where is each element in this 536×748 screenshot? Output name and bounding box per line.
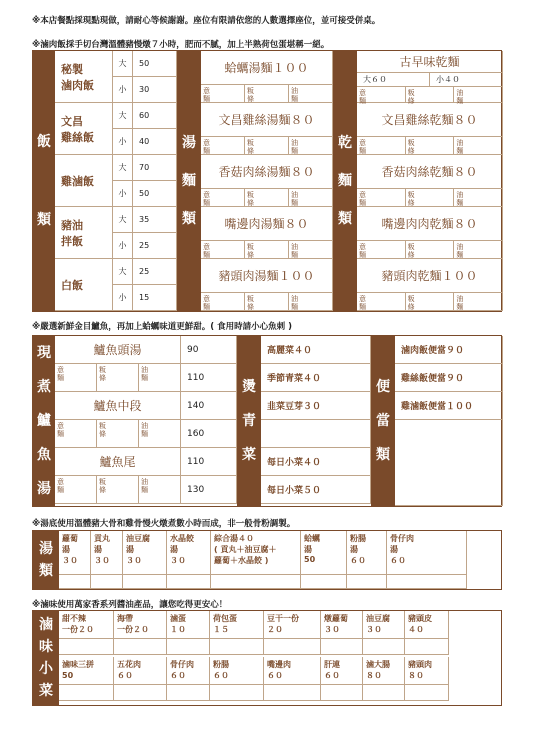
side-dish-category-char: 小 (39, 661, 53, 677)
soup-item (301, 531, 347, 575)
side-dish-category (33, 611, 59, 705)
noodle-option: 油 麵 (289, 241, 333, 258)
dry-noodle-category-char: 乾 (338, 135, 352, 151)
blanched-veg-category-char: 菜 (242, 447, 256, 463)
soup-noodle-item: 香菇肉絲湯麵８０ (201, 155, 333, 189)
note-n4: ※湯底使用溫體豬大骨和雞骨慢火燉煮數小時而成，非一般骨粉調製。 (32, 519, 296, 529)
noodle-option: 意 麵 (201, 85, 245, 102)
noodle-option: 意 麵 (357, 189, 406, 206)
noodle-option: 粄 條 (245, 85, 289, 102)
rice-size: 小 (113, 233, 133, 259)
soup-item-name: 蛤蠣 (304, 534, 320, 543)
dry-noodle-item: 香菇肉絲乾麵８０ (357, 155, 503, 189)
noodle-option: 油 麵 (454, 241, 503, 258)
dry-noodle-options (357, 137, 503, 155)
fish-soup-category-char: 現 (37, 345, 51, 361)
side-dish-item: 豬頭肉 ８０ (405, 657, 449, 685)
rice-item-name: 白飯 (55, 259, 113, 311)
veg-item: 季節青菜４０ (261, 364, 371, 392)
side-dish-item: 肝連 ６０ (321, 657, 363, 685)
noodle-option: 意 麵 (357, 137, 406, 154)
note-n1: ※本店餐點採現點現做，請耐心等候謝謝。座位有限請依您的人數選擇座位，並可接受併桌。 (32, 16, 381, 26)
soup-item-sub: 湯 (304, 545, 312, 554)
rice-price: 60 (133, 103, 177, 129)
rice-price: 30 (133, 77, 177, 103)
bento-item: 雞滷飯便當１００ (395, 392, 503, 420)
dry-size: 小４０ (430, 73, 503, 87)
noodle-option: 粄 條 (245, 241, 289, 258)
soup-category (33, 531, 59, 589)
rice-price: 50 (133, 181, 177, 207)
noodle-option: 油 麵 (289, 137, 333, 154)
soup-item (387, 531, 467, 575)
dry-noodle-options (357, 241, 503, 259)
rice-price: 25 (133, 259, 177, 285)
fish-price: 130 (181, 476, 237, 504)
soup-item-name: 水晶餃 (170, 534, 194, 543)
noodle-option: 油 麵 (454, 189, 503, 206)
soup-empty (91, 575, 123, 589)
soup-item (123, 531, 167, 575)
veg-item: 每日小菜５０ (261, 476, 371, 504)
fish-item: 鱸魚頭湯 (55, 336, 181, 364)
side-dish-category-char: 味 (39, 639, 53, 655)
noodle-option: 油 麵 (454, 137, 503, 154)
noodle-option: 油 麵 (454, 87, 503, 102)
side-dish-item: 甜不辣 一份２０ (59, 611, 114, 639)
bento-item: 雞絲飯便當９０ (395, 364, 503, 392)
noodle-option: 油 麵 (289, 293, 333, 310)
side-dish-item-empty (167, 685, 210, 701)
soup-item-sub: ( 貢丸＋油豆腐＋ 蘿蔔＋水晶餃 ) (214, 545, 277, 565)
side-dish-item-empty (114, 685, 167, 701)
blanched-veg-category (237, 336, 261, 506)
rice-noodle-section (32, 50, 502, 312)
soup-noodle-item: 嘴邊肉湯麵８０ (201, 207, 333, 241)
soup-item-sub: 湯 (126, 545, 134, 554)
soup-item-name: 蘿蔔 (62, 534, 78, 543)
soup-noodle-category-char: 湯 (182, 135, 196, 151)
soup-item (167, 531, 211, 575)
dry-noodle-category (333, 51, 357, 311)
noodle-option: 意 麵 (201, 137, 245, 154)
rice-price: 25 (133, 233, 177, 259)
soup-item-name: 粉腸 (350, 534, 366, 543)
note-n3: ※嚴選新鮮金目鱸魚，再加上蛤蠣味道更鮮甜。( 食用時請小心魚刺 ) (32, 322, 292, 332)
fish-price: 160 (181, 420, 237, 448)
soup-empty (167, 575, 211, 589)
soup-noodle-options (201, 241, 333, 259)
noodle-option: 粄 條 (406, 241, 455, 258)
noodle-option: 意 麵 (55, 476, 97, 503)
fish-veg-section (32, 335, 502, 507)
note-n2: ※滷肉飯採手切台灣溫體豬慢燉７小時，肥而不膩，加上半熟荷包蛋堪稱一絕。 (32, 40, 330, 50)
side-dish-item-empty (167, 639, 210, 655)
bento-empty (395, 420, 503, 506)
fish-noodle-options (55, 364, 181, 392)
soup-item-name: 貢丸 (94, 534, 110, 543)
dry-noodle-item: 古早味乾麵 (357, 51, 503, 73)
noodle-option: 粄 條 (406, 293, 455, 310)
fish-price: 110 (181, 364, 237, 392)
rice-item-name: 雞滷飯 (55, 155, 113, 207)
side-dish-item: 滷蛋 １０ (167, 611, 210, 639)
soup-empty (387, 575, 467, 589)
noodle-option: 粄 條 (406, 137, 455, 154)
soup-item (347, 531, 387, 575)
fish-item: 鱸魚尾 (55, 448, 181, 476)
noodle-option: 粄 條 (245, 189, 289, 206)
noodle-option: 粄 條 (97, 476, 139, 503)
dry-noodle-options (357, 293, 503, 311)
soup-empty (59, 575, 91, 589)
rice-category-char: 類 (37, 212, 51, 228)
rice-size: 小 (113, 285, 133, 311)
side-dish-item: 荷包蛋 １５ (210, 611, 264, 639)
noodle-option: 意 麵 (201, 293, 245, 310)
fish-soup-category-char: 魚 (37, 447, 51, 463)
rice-price: 40 (133, 129, 177, 155)
rice-size: 小 (113, 77, 133, 103)
soup-noodle-item: 蛤蠣湯麵１００ (201, 51, 333, 85)
rice-size: 小 (113, 181, 133, 207)
rice-category (33, 51, 55, 311)
side-dish-item: 豆干一份 ２０ (264, 611, 321, 639)
bento-category (371, 336, 395, 506)
fish-noodle-options (55, 420, 181, 448)
soup-item-sub: 湯 (170, 545, 178, 554)
side-dish-item: 滷味三拼 50 (59, 657, 114, 685)
side-dish-item-empty (264, 639, 321, 655)
soup-item-name: 油豆腐 (126, 534, 150, 543)
soup-item-price: ３０ (94, 556, 110, 565)
rice-item-name: 秘製 滷肉飯 (55, 51, 113, 103)
fish-soup-category-char: 煮 (37, 379, 51, 395)
rice-item-name: 豬油 拌飯 (55, 207, 113, 259)
side-dish-item-empty (210, 685, 264, 701)
soup-item-price: ３０ (126, 556, 142, 565)
noodle-option: 意 麵 (55, 420, 97, 447)
soup-empty (301, 575, 347, 589)
soup-item-price: 50 (304, 555, 316, 564)
side-dish-item-empty (405, 685, 449, 701)
soup-noodle-options (201, 137, 333, 155)
fish-item: 鱸魚中段 (55, 392, 181, 420)
rice-price: 50 (133, 51, 177, 77)
dry-noodle-item: 文昌雞絲乾麵８０ (357, 103, 503, 137)
soup-empty (123, 575, 167, 589)
rice-size: 小 (113, 129, 133, 155)
bento-category-char: 當 (376, 413, 390, 429)
bento-category-char: 便 (376, 379, 390, 395)
soup-noodle-options (201, 189, 333, 207)
soup-empty (211, 575, 301, 589)
dry-noodle-item: 嘴邊肉肉乾麵８０ (357, 207, 503, 241)
rice-price: 35 (133, 207, 177, 233)
soup-category-char: 湯 (39, 541, 53, 557)
soup-item (211, 531, 301, 575)
veg-item: 高麗菜４０ (261, 336, 371, 364)
noodle-option: 粄 條 (97, 420, 139, 447)
bento-category-char: 類 (376, 447, 390, 463)
veg-item (261, 420, 371, 448)
noodle-option: 油 麵 (139, 364, 181, 391)
fish-soup-category-char: 湯 (37, 481, 51, 497)
rice-size: 大 (113, 259, 133, 285)
soup-noodle-item: 豬頭肉湯麵１００ (201, 259, 333, 293)
rice-size: 大 (113, 207, 133, 233)
noodle-option: 油 麵 (139, 420, 181, 447)
soup-noodle-options (201, 85, 333, 103)
dry-noodle-options (357, 87, 503, 103)
noodle-option: 意 麵 (357, 293, 406, 310)
rice-size: 大 (113, 51, 133, 77)
rice-size: 大 (113, 103, 133, 129)
noodle-option: 意 麵 (357, 87, 406, 102)
side-dish-item-empty (321, 639, 363, 655)
rice-category-char: 飯 (37, 134, 51, 150)
rice-price: 70 (133, 155, 177, 181)
noodle-option: 油 麵 (289, 85, 333, 102)
noodle-option: 意 麵 (357, 241, 406, 258)
soup-item-sub: 湯 (350, 545, 358, 554)
blanched-veg-category-char: 青 (242, 413, 256, 429)
soup-item-sub: 湯 (94, 545, 102, 554)
side-dish-section (32, 610, 502, 706)
noodle-option: 意 麵 (55, 364, 97, 391)
side-dish-item: 骨仔肉 ６０ (167, 657, 210, 685)
side-dish-item: 滷大腸 ８０ (363, 657, 405, 685)
fish-soup-category-char: 鱸 (37, 413, 51, 429)
dry-noodle-category-char: 麵 (338, 173, 352, 189)
side-dish-item: 粉腸 ６０ (210, 657, 264, 685)
noodle-option: 粄 條 (245, 293, 289, 310)
side-dish-item: 燉蘿蔔 ３０ (321, 611, 363, 639)
side-dish-item-empty (59, 685, 114, 701)
noodle-option: 油 麵 (139, 476, 181, 503)
soup-noodle-category-char: 麵 (182, 173, 196, 189)
soup-item (59, 531, 91, 575)
side-dish-item-empty (264, 685, 321, 701)
noodle-option: 意 麵 (201, 189, 245, 206)
side-dish-item: 豬頭皮 ４０ (405, 611, 449, 639)
side-dish-item-empty (363, 639, 405, 655)
noodle-option: 粄 條 (406, 189, 455, 206)
noodle-option: 意 麵 (201, 241, 245, 258)
soup-item-price: ６０ (390, 556, 406, 565)
soup-item (91, 531, 123, 575)
side-dish-item-empty (363, 685, 405, 701)
soup-empty (347, 575, 387, 589)
side-dish-category-char: 菜 (39, 683, 53, 699)
soup-noodle-item: 文昌雞絲湯麵８０ (201, 103, 333, 137)
veg-item: 每日小菜４０ (261, 448, 371, 476)
side-dish-category-char: 滷 (39, 617, 53, 633)
noodle-option: 油 麵 (454, 293, 503, 310)
soup-item-price: ３０ (62, 556, 78, 565)
side-dish-item-empty (321, 685, 363, 701)
soup-item-sub: 湯 (390, 545, 398, 554)
veg-item: 韭菜豆芽３０ (261, 392, 371, 420)
dry-noodle-item: 豬頭肉乾麵１００ (357, 259, 503, 293)
side-dish-item-empty (405, 639, 449, 655)
bento-item: 滷肉飯便當９０ (395, 336, 503, 364)
soup-noodle-category-char: 類 (182, 211, 196, 227)
soup-item-sub: 湯 (62, 545, 70, 554)
soup-item-price: ６０ (350, 556, 366, 565)
dry-noodle-options (357, 189, 503, 207)
soup-item-name: 綜合湯４０ (214, 534, 254, 543)
side-dish-item: 油豆腐 ３０ (363, 611, 405, 639)
soup-category-char: 類 (39, 563, 53, 579)
soup-section (32, 530, 502, 590)
side-dish-item-empty (114, 639, 167, 655)
fish-price: 90 (181, 336, 237, 364)
soup-noodle-options (201, 293, 333, 311)
rice-size: 大 (113, 155, 133, 181)
blanched-veg-category-char: 燙 (242, 379, 256, 395)
dry-noodle-category-char: 類 (338, 211, 352, 227)
noodle-option: 油 麵 (289, 189, 333, 206)
side-dish-item: 五花肉 ６０ (114, 657, 167, 685)
side-dish-item-empty (210, 639, 264, 655)
soup-noodle-category (177, 51, 201, 311)
note-n5: ※滷味使用萬家香系列醬油產品，讓您吃得更安心！ (32, 600, 228, 610)
dry-size: 大６０ (357, 73, 430, 87)
fish-soup-category (33, 336, 55, 506)
side-dish-item-empty (59, 639, 114, 655)
noodle-option: 粄 條 (406, 87, 455, 102)
noodle-option: 粄 條 (97, 364, 139, 391)
side-dish-item: 海帶 一份２０ (114, 611, 167, 639)
fish-noodle-options (55, 476, 181, 504)
soup-item-price: ３０ (170, 556, 186, 565)
side-dish-item: 嘴邊肉 ６０ (264, 657, 321, 685)
rice-item-name: 文昌 雞絲飯 (55, 103, 113, 155)
fish-price: 140 (181, 392, 237, 420)
noodle-option: 粄 條 (245, 137, 289, 154)
soup-item-name: 骨仔肉 (390, 534, 414, 543)
rice-price: 15 (133, 285, 177, 311)
fish-price: 110 (181, 448, 237, 476)
